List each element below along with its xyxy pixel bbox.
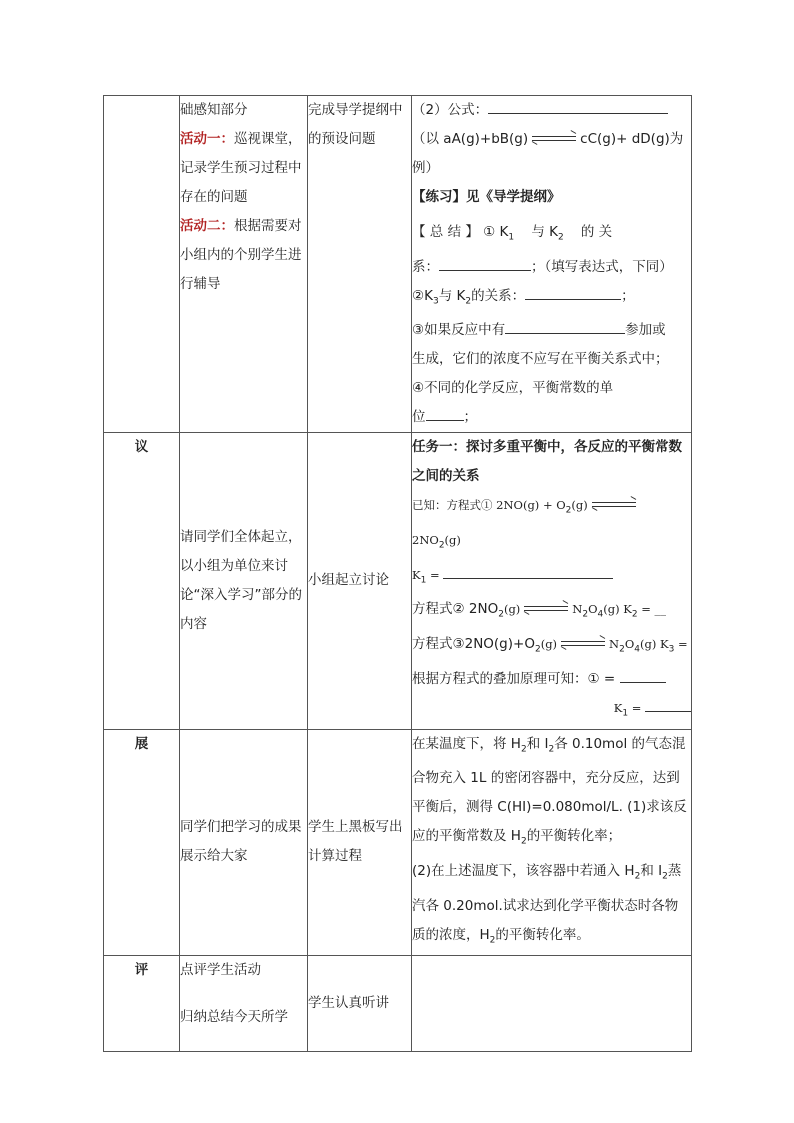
- stage-cell: 展: [104, 729, 180, 956]
- student-activity-cell: 学生上黑板写出计算过程: [308, 729, 412, 956]
- teacher-activity-cell: [180, 96, 308, 433]
- summary-line-3b: 生成，它们的浓度不应写在平衡关系式中；: [412, 351, 669, 368]
- stage-cell: 议: [104, 433, 180, 729]
- known-equation-1-product: $2NO_2(g)$: [412, 533, 461, 551]
- fill-blank: [525, 285, 621, 300]
- problem-part-2: (2)在上述温度下，该容器中若通入 $H_2$和 $I_2$蒸汽各 0.20mol.试求达到化学平衡状态时各物质的浓度，$H_2$的平衡转化率。: [412, 862, 682, 946]
- summary-line-1b: 系： ；（填写表达式，下同）: [412, 253, 691, 282]
- equilibrium-arrow-icon: [592, 500, 636, 510]
- teacher-text: 点评学生活动: [180, 962, 261, 979]
- fill-blank: [645, 697, 691, 712]
- equilibrium-arrow-icon: [524, 604, 568, 614]
- equation-3: 方程式$③2NO(g)+O_2(g)$ $N_2O_4(g) K_3$ =: [412, 636, 688, 655]
- activity-label: 活动二：: [180, 218, 234, 234]
- table-row: [104, 729, 692, 956]
- activity-label: 活动一：: [180, 131, 234, 147]
- teacher-text: 归纳总结今天所学: [180, 1009, 288, 1026]
- fill-blank: [488, 99, 668, 114]
- summary-line-2: $②K_3$与 $K_2$的关系： ；: [412, 282, 691, 317]
- equilibrium-arrow-icon: [561, 639, 605, 649]
- teacher-activity-cell: 同学们把学习的成果展示给大家: [180, 729, 308, 956]
- summary-line-3: ③如果反应中有 参加或: [412, 316, 691, 345]
- stage-cell: [104, 96, 180, 433]
- teacher-text: 础感知部分: [180, 102, 248, 118]
- summary-line-4: ④不同的化学反应，平衡常数的单: [412, 380, 614, 397]
- example-line: （以 aA(g)+bB(g) cC(g)+ dD(g)为例）: [412, 131, 684, 176]
- content-cell: [412, 956, 692, 1052]
- table-row: [104, 96, 692, 433]
- teacher-activity-cell: 请同学们全体起立，以小组为单位来讨论“深入学习”部分的内容: [180, 433, 308, 729]
- content-cell: [412, 729, 692, 956]
- activity-text: 巡视课堂，记录学生预习过程中存在的问题: [180, 131, 302, 205]
- table-row: [104, 956, 692, 1052]
- content-cell: [412, 96, 692, 433]
- problem-part-1: 在某温度下，将 $H_2$和 $I_2$各 0.10mol 的气态混合物充入 1L 的密闭容器中，充分反应，达到平衡后，测得 C(HI)=0.080mol/L. (1)求该反应的平衡常数及 $H_2$的平衡转化率；: [412, 735, 687, 847]
- k1-line: $K_1$ =: [412, 561, 691, 596]
- task-heading: 任务一：探讨多重平衡中，各反应的平衡常数之间的关系: [412, 439, 682, 485]
- activity-one: [180, 125, 307, 212]
- k1-result-line: $K_1$ =: [412, 694, 691, 729]
- equation-2: 方程式② $2NO_2(g)$ $N_2O_4(g) K_2$ = __: [412, 601, 667, 621]
- stage-cell: 评: [104, 956, 180, 1052]
- student-activity-cell: 小组起立讨论: [308, 433, 412, 729]
- activity-text: 根据需要对小组内的个别学生进行辅导: [180, 218, 302, 292]
- student-activity-cell: 学生认真听讲: [308, 956, 412, 1052]
- fill-blank: [620, 668, 666, 683]
- content-cell: [412, 433, 692, 729]
- fill-blank: [443, 564, 613, 579]
- table-row: [104, 433, 692, 729]
- practice-line: 【练习】见《导学提纲》: [412, 189, 561, 205]
- summary-line-1: 【 总 结 】 ① $K_1$ 与 $K_2$ 的 关: [412, 224, 613, 243]
- equilibrium-arrow-icon: [532, 134, 576, 144]
- formula-line: （2）公式：: [412, 96, 691, 125]
- known-equation-1: 已知：方程式① $2NO(g) + O_2(g)$: [412, 491, 691, 526]
- teacher-activity-cell: [180, 956, 308, 1052]
- superposition-line: 根据方程式的叠加原理可知：① =: [412, 665, 691, 694]
- summary-line-4b: 位 ；: [412, 403, 691, 432]
- activity-two: [180, 212, 307, 299]
- fill-blank: [439, 256, 531, 271]
- fill-blank: [426, 406, 464, 421]
- lesson-plan-table: [103, 95, 692, 1052]
- student-activity-cell: 完成导学提纲中的预设问题: [308, 96, 412, 433]
- fill-blank: [505, 319, 625, 334]
